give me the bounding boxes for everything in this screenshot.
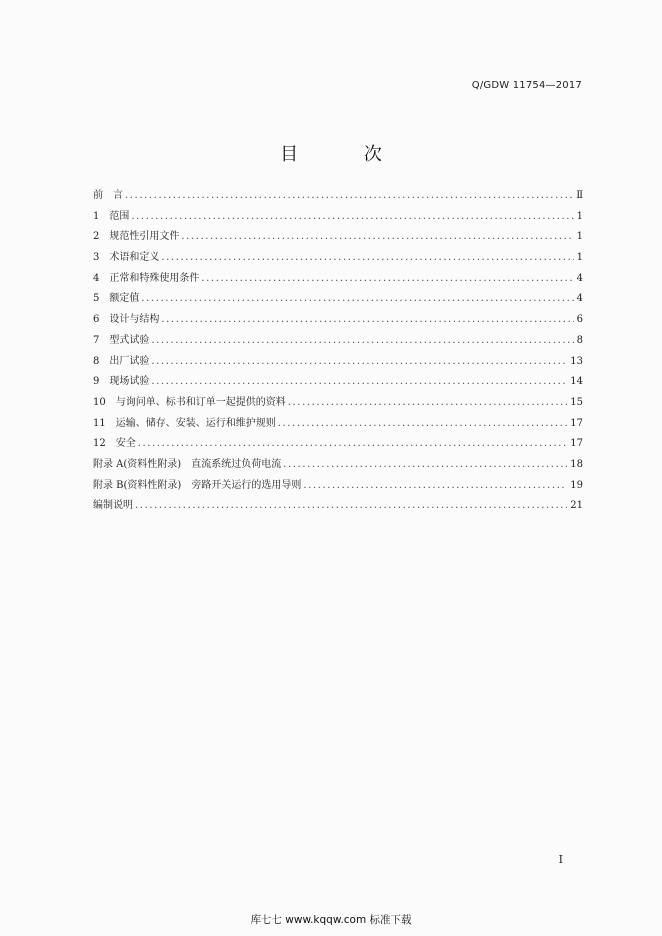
toc-dot-leader <box>131 207 573 228</box>
toc-entry[interactable] <box>93 310 583 331</box>
toc-entry-page: 1 <box>576 252 583 264</box>
toc-entry[interactable] <box>93 289 583 310</box>
toc-entry-page: 21 <box>570 500 583 512</box>
toc-entry-label: 4 正常和特殊使用条件 <box>93 272 200 284</box>
toc-title: 目 次 <box>280 144 412 165</box>
toc-entry-label: 9 现场试验 <box>93 376 150 388</box>
toc-dot-leader <box>283 455 567 476</box>
toc-entry-label: 10 与询问单、标书和订单一起提供的资料 <box>93 396 286 408</box>
toc-entry-page: 8 <box>576 334 583 346</box>
toc-entry-page: 18 <box>570 458 583 470</box>
toc-entry-page: 4 <box>576 293 583 305</box>
toc-entry[interactable] <box>93 331 583 352</box>
toc-entry-label: 8 出厂试验 <box>93 355 150 367</box>
toc-entry-page: Ⅱ <box>576 190 583 201</box>
toc-entry[interactable] <box>93 269 583 290</box>
toc-entry-label: 附录 B(资料性附录) 旁路开关运行的选用导则 <box>93 479 302 491</box>
toc-entry[interactable] <box>93 227 583 248</box>
toc-entry-label: 11 运输、储存、安装、运行和维护规则 <box>93 417 276 429</box>
toc-entry-page: 19 <box>570 479 583 491</box>
toc-entry[interactable] <box>93 414 583 435</box>
toc-dot-leader <box>151 331 573 352</box>
document-code: Q/GDW 11754—2017 <box>471 80 582 91</box>
toc-entry[interactable] <box>93 455 583 476</box>
toc-entry[interactable] <box>93 372 583 393</box>
toc-dot-leader <box>288 393 568 414</box>
toc-entry-page: 1 <box>576 210 583 222</box>
toc-entry-label: 6 设计与结构 <box>93 314 160 326</box>
toc-entry-label: 12 安全 <box>93 438 136 450</box>
toc-entry-label: 7 型式试验 <box>93 334 150 346</box>
toc-dot-leader <box>138 434 568 455</box>
toc-entry-page: 4 <box>576 272 583 284</box>
toc-entry[interactable] <box>93 434 583 455</box>
toc-dot-leader <box>135 496 567 517</box>
toc-dot-leader <box>278 414 568 435</box>
page-number: I <box>558 853 563 866</box>
toc-entry-page: 15 <box>570 396 583 408</box>
toc-entry-page: 14 <box>570 376 583 388</box>
toc-entry-label: 1 范围 <box>93 210 130 222</box>
toc-entry-page: 17 <box>570 438 583 450</box>
toc-dot-leader <box>141 289 573 310</box>
toc-dot-leader <box>125 186 573 207</box>
toc-entry[interactable] <box>93 496 583 517</box>
toc-entry-label: 前 言 <box>93 190 123 201</box>
toc-entry[interactable] <box>93 186 583 207</box>
toc-dot-leader <box>161 310 573 331</box>
toc-entry[interactable] <box>93 352 583 373</box>
toc-entry-label: 编制说明 <box>93 500 133 512</box>
toc-entry-label: 附录 A(资料性附录) 直流系统过负荷电流 <box>93 458 282 470</box>
toc-dot-leader <box>181 227 573 248</box>
footer-watermark: 库七七 www.kqqw.com 标准下载 <box>250 914 412 926</box>
toc-dot-leader <box>201 269 573 290</box>
table-of-contents <box>93 186 583 517</box>
toc-entry-label: 5 额定值 <box>93 293 140 305</box>
toc-entry[interactable] <box>93 207 583 228</box>
toc-dot-leader <box>303 476 567 497</box>
toc-entry-page: 6 <box>576 314 583 326</box>
toc-entry[interactable] <box>93 248 583 269</box>
toc-dot-leader <box>161 248 573 269</box>
toc-entry-label: 3 术语和定义 <box>93 252 160 264</box>
toc-entry-page: 1 <box>576 231 583 243</box>
toc-entry-label: 2 规范性引用文件 <box>93 231 180 243</box>
toc-entry[interactable] <box>93 393 583 414</box>
toc-entry[interactable] <box>93 476 583 497</box>
toc-dot-leader <box>151 352 567 373</box>
toc-entry-page: 13 <box>570 355 583 367</box>
toc-entry-page: 17 <box>570 417 583 429</box>
toc-dot-leader <box>151 372 567 393</box>
